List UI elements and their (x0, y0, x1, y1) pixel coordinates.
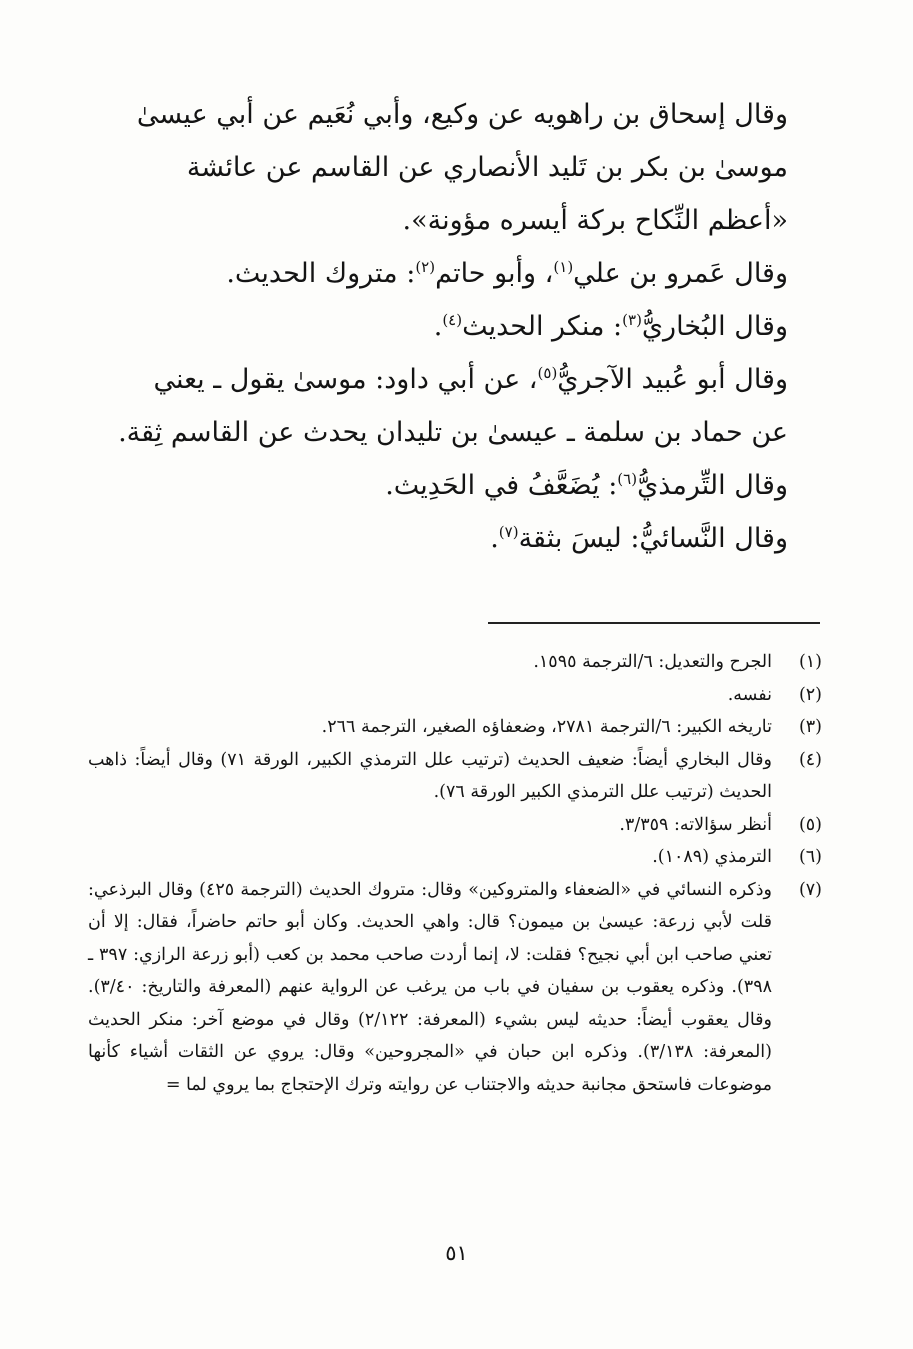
paragraph-text: . (433, 311, 443, 342)
paragraph-text: : منكر الحديث (462, 311, 623, 342)
paragraph-text: ، عن أبي داود: موسىٰ يقول ـ يعني عن حماد بن سلمة ـ عيسىٰ بن تليدان يحدث عن القاسم ثِقة. (118, 364, 788, 448)
footnote (88, 874, 822, 1102)
paragraph (110, 353, 822, 459)
page-number: ٥١ (445, 1241, 468, 1265)
paragraph (110, 512, 822, 565)
footnotes (88, 646, 822, 1101)
footnote-number: (٣) (798, 717, 822, 737)
footnote-number: (٤) (798, 749, 822, 770)
main-text (110, 88, 822, 565)
paragraph-text: : يُضَعَّفُ في الحَدِيث. (385, 470, 618, 501)
footnote-text: الترمذي (١٠٨٩). (652, 847, 772, 867)
paragraph-text: وقال البُخاريُّ (641, 311, 788, 342)
footnote-number: (٧) (798, 879, 822, 900)
paragraph-text: وقال النَّسائيُّ: ليسَ بثقة (518, 523, 788, 554)
footnote-text: الجرح والتعديل: ٦/الترجمة ١٥٩٥. (533, 652, 772, 672)
paragraph (110, 247, 822, 300)
paragraph (110, 88, 822, 247)
footnote-text: أنظر سؤالاته: ٣/٣٥٩. (619, 814, 772, 835)
footnote-ref[interactable]: (٧) (498, 523, 519, 541)
paragraph (110, 459, 822, 512)
footnote-number: (١) (798, 652, 822, 672)
footnote-number: (٦) (798, 847, 822, 867)
paragraph-text: . (490, 523, 499, 554)
footnote-number: (٥) (798, 814, 822, 835)
footnote (88, 841, 822, 874)
footnote (88, 646, 822, 679)
footnote (88, 809, 822, 842)
paragraph-text: : متروك الحديث. (226, 258, 416, 289)
footnote-ref[interactable]: (٤) (442, 311, 463, 329)
footnote (88, 744, 822, 809)
paragraph-text: وقال إسحاق بن راهويه عن وكيع، وأبي نُعَيم عن أبي عيسىٰ موسىٰ بن بكر بن تَليد الأنصاري عن القاسم عن عائشة «أعظم النِّكاح بركة أيسره مؤونة». (136, 99, 788, 236)
footnote-ref[interactable]: (٣) (622, 311, 642, 329)
footnote-ref[interactable]: (٢) (415, 258, 436, 276)
paragraph-text: وقال التِّرمذيُّ (637, 470, 788, 501)
footnote-number: (٢) (798, 684, 822, 705)
paragraph-text: وقال أبو عُبيد الآجريُّ (557, 364, 788, 395)
footnote (88, 679, 822, 712)
paragraph-text: وقال عَمرو بن علي (573, 258, 788, 289)
footnote-text: نفسه. (727, 684, 772, 705)
paragraph-text: ، وأبو حاتم (435, 258, 554, 289)
footnote-ref[interactable]: (٥) (537, 364, 558, 382)
footnote-ref[interactable]: (٦) (617, 470, 638, 488)
footnote (88, 711, 822, 744)
footnote-text: وذكره النسائي في «الضعفاء والمتروكين» وقال: متروك الحديث (الترجمة ٤٢٥) وقال البرذعي: قلت لأبي زرعة: عيسىٰ بن ميمون؟ قال: واهي الحديث. وكان أبو حاتم حاضراً، فقال: إلا أن تعني صاحب ابن أبي نجيح؟ فقلت: لا، إنما أردت صاحب محمد بن كعب (أبو زرعة الرازي: ٣٩٧ ـ ٣٩٨). وذكره يعقوب بن سفيان في باب من يرغب عن الرواية عنهم (المعرفة والتاريخ: ٣/٤٠). وقال يعقوب أيضاً: حديثه ليس بشيء (المعرفة: ٢/١٢٢) وقال في موضع آخر: منكر الحديث (المعرفة: ٣/١٣٨). وذكره ابن حبان في «المجروحين» وقال: يروي عن الثقات أشياء كأنها موضوعات فاستحق مجانبة حديثه والاجتناب عن روايته وترك الإحتجاج بما يروي لما = (88, 879, 773, 1095)
footnote-text: تاريخه الكبير: ٦/الترجمة ٢٧٨١، وضعفاؤه الصغير، الترجمة ٢٦٦. (321, 717, 772, 737)
footnote-ref[interactable]: (١) (553, 258, 574, 276)
footnote-divider (488, 622, 820, 624)
paragraph (110, 300, 822, 353)
footnote-text: وقال البخاري أيضاً: ضعيف الحديث (ترتيب علل الترمذي الكبير، الورقة ٧١) وقال أيضاً: ذاهب الحديث (ترتيب علل الترمذي الكبير الورقة ٧٦). (88, 749, 773, 802)
